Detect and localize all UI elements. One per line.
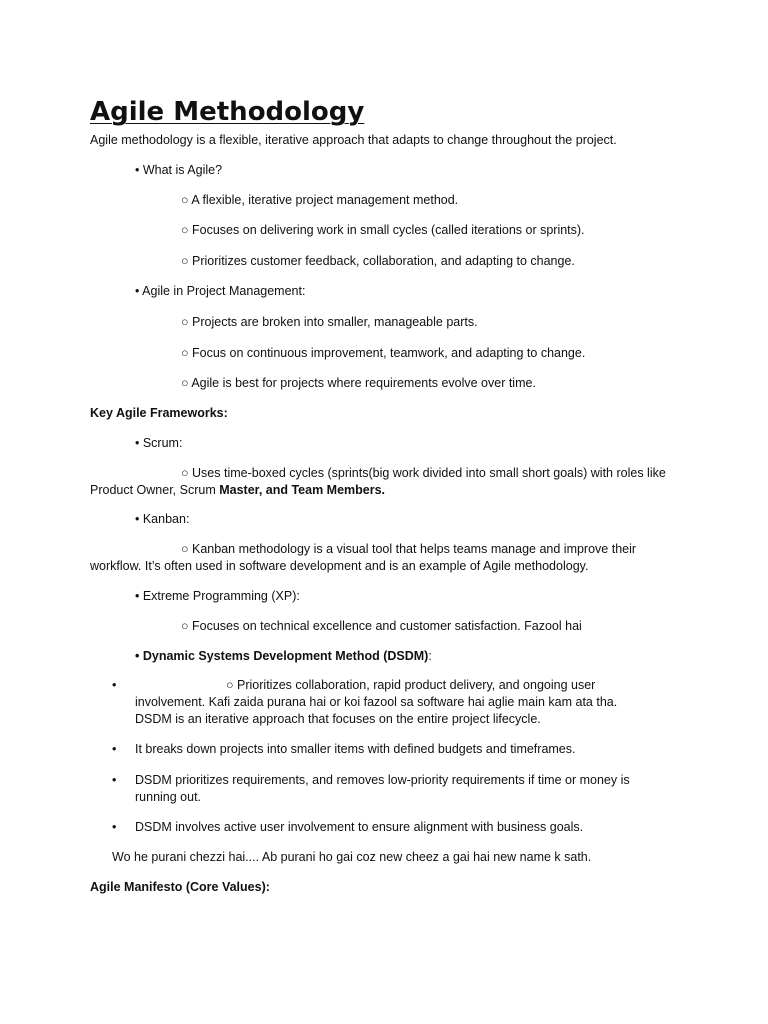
dsdm-item-line: involvement. Kafi zaida purana hai or koi fazool sa software hai aglie main kam ata tha. xyxy=(135,695,618,709)
xp-item: ○ Focuses on technical excellence and customer satisfaction. Fazool hai xyxy=(181,619,582,633)
xp-bullet: • Extreme Programming (XP): xyxy=(135,589,300,603)
dsdm-label: • Dynamic Systems Development Method (DSDM) xyxy=(135,649,429,663)
scrum-line2-text: Product Owner, Scrum xyxy=(90,483,220,497)
dsdm-item-line: DSDM is an iterative approach that focuses on the entire project lifecycle. xyxy=(135,712,541,726)
what-is-agile-bullet: • What is Agile? xyxy=(135,163,223,177)
what-is-agile-item: ○ Prioritizes customer feedback, collaboration, and adapting to change. xyxy=(181,254,575,268)
bullet-dot: • xyxy=(112,773,117,787)
dsdm-label-colon: : xyxy=(428,649,432,663)
kanban-item-line2: workflow. It’s often used in software development and is an example of Agile methodology. xyxy=(90,559,589,573)
document-title: Agile Methodology xyxy=(90,97,365,127)
dsdm-list-item xyxy=(90,741,690,758)
what-is-agile-item: ○ Focuses on delivering work in small cycles (called iterations or sprints). xyxy=(181,223,585,237)
dsdm-item-line: It breaks down projects into smaller items with defined budgets and timeframes. xyxy=(135,742,576,756)
scrum-item-line2 xyxy=(90,482,690,499)
dsdm-list-item xyxy=(90,677,690,728)
dsdm-note: Wo he purani chezzi hai.... Ab purani ho gai coz new cheez a gai hai new name k sath. xyxy=(112,850,592,864)
dsdm-bullet xyxy=(90,648,690,665)
bullet-dot: • xyxy=(112,820,117,834)
agile-pm-item: ○ Focus on continuous improvement, teamwork, and adapting to change. xyxy=(181,346,586,360)
what-is-agile-item: ○ A flexible, iterative project management method. xyxy=(181,193,459,207)
bullet-dot: • xyxy=(112,678,117,692)
scrum-line2-bold: Master, and Team Members. xyxy=(219,483,386,497)
document-page xyxy=(90,95,690,896)
manifesto-heading: Agile Manifesto (Core Values): xyxy=(90,880,270,894)
dsdm-item-line: DSDM prioritizes requirements, and removes low-priority requirements if time or money is xyxy=(135,773,630,787)
agile-pm-item: ○ Projects are broken into smaller, manageable parts. xyxy=(181,315,478,329)
dsdm-list-item xyxy=(90,772,690,806)
dsdm-item-line: DSDM involves active user involvement to ensure alignment with business goals. xyxy=(135,820,584,834)
scrum-bullet: • Scrum: xyxy=(135,436,183,450)
kanban-bullet: • Kanban: xyxy=(135,512,190,526)
dsdm-list-item xyxy=(90,819,690,836)
scrum-item-line1: ○ Uses time-boxed cycles (sprints(big work divided into small short goals) with roles like xyxy=(181,466,666,480)
kanban-item-line1: ○ Kanban methodology is a visual tool that helps teams manage and improve their xyxy=(181,542,637,556)
bullet-dot: • xyxy=(112,742,117,756)
dsdm-item-line: running out. xyxy=(135,790,202,804)
agile-pm-item: ○ Agile is best for projects where requirements evolve over time. xyxy=(181,376,536,390)
dsdm-item-line: ○ Prioritizes collaboration, rapid product delivery, and ongoing user xyxy=(226,678,596,692)
agile-pm-bullet: • Agile in Project Management: xyxy=(135,284,306,298)
frameworks-heading: Key Agile Frameworks: xyxy=(90,406,228,420)
intro-paragraph: Agile methodology is a flexible, iterative approach that adapts to change throughout the project. xyxy=(90,133,617,147)
